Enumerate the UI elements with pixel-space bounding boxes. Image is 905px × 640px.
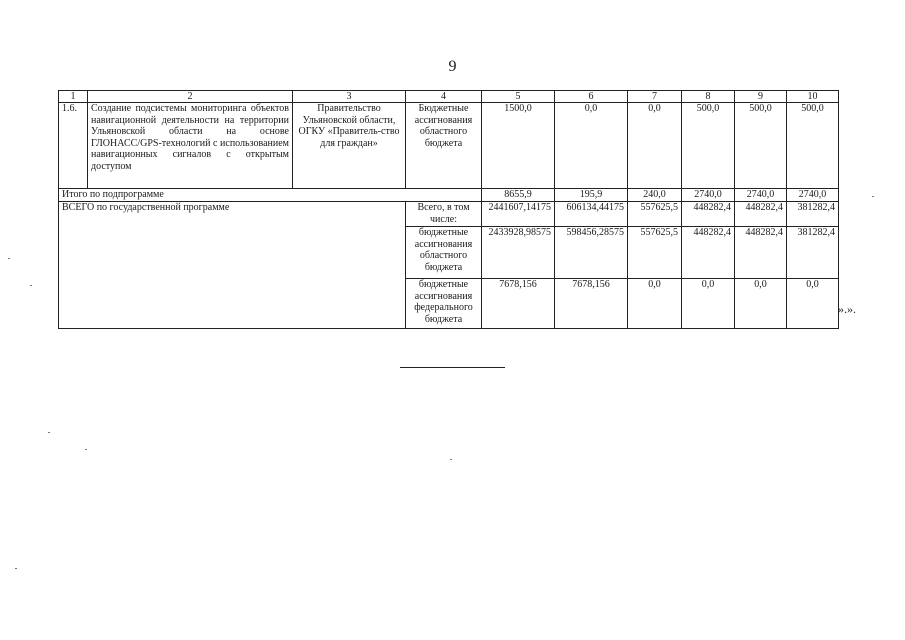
value-cell: 0,0 <box>735 279 787 329</box>
value-cell: 500,0 <box>682 103 735 189</box>
closing-quote-mark: ».». <box>838 302 856 316</box>
value-cell: 0,0 <box>787 279 839 329</box>
value-cell: 195,9 <box>555 189 628 202</box>
funding-source-cell: бюджетные ассигнования федерального бюджета <box>406 279 482 329</box>
column-number-row <box>59 91 839 103</box>
scan-speck <box>30 285 32 286</box>
column-header: 10 <box>787 91 839 103</box>
value-cell: 606134,44175 <box>555 202 628 227</box>
scan-speck <box>48 432 50 433</box>
column-header: 4 <box>406 91 482 103</box>
value-cell: 2740,0 <box>682 189 735 202</box>
value-cell: 8655,9 <box>482 189 555 202</box>
column-header: 9 <box>735 91 787 103</box>
value-cell: 448282,4 <box>682 227 735 279</box>
value-cell: 0,0 <box>682 279 735 329</box>
column-header: 8 <box>682 91 735 103</box>
column-header: 1 <box>59 91 88 103</box>
value-cell: 500,0 <box>787 103 839 189</box>
value-cell: 1500,0 <box>482 103 555 189</box>
value-cell: 500,0 <box>735 103 787 189</box>
value-cell: 240,0 <box>628 189 682 202</box>
value-cell: 7678,156 <box>482 279 555 329</box>
scan-speck <box>872 196 874 197</box>
subtotal-row <box>59 189 839 202</box>
value-cell: 448282,4 <box>682 202 735 227</box>
value-cell: 448282,4 <box>735 202 787 227</box>
subtotal-label: Итого по подпрограмме <box>59 189 482 202</box>
budget-table <box>58 90 839 329</box>
value-cell: 0,0 <box>628 279 682 329</box>
scan-speck <box>8 258 10 259</box>
value-cell: 557625,5 <box>628 227 682 279</box>
table-row-1-6 <box>59 103 839 189</box>
funding-source-cell: бюджетные ассигнования областного бюджета <box>406 227 482 279</box>
column-header: 2 <box>88 91 293 103</box>
value-cell: 381282,4 <box>787 227 839 279</box>
funding-source-cell: Всего, в том числе: <box>406 202 482 227</box>
column-header: 3 <box>293 91 406 103</box>
page-number: 9 <box>448 58 457 75</box>
measure-description: Создание подсистемы мониторинга объектов навигационной деятельности на территории Ульяновской области на основе ГЛОНАСС/GPS-технологий с использованием навигационных сигналов с открытым доступом <box>88 103 293 189</box>
column-header: 7 <box>628 91 682 103</box>
scan-speck <box>15 568 17 569</box>
value-cell: 2441607,14175 <box>482 202 555 227</box>
row-number: 1.6. <box>59 103 88 189</box>
value-cell: 2740,0 <box>787 189 839 202</box>
executor-cell: Правительство Ульяновской области, ОГКУ «Правитель-ство для граждан» <box>293 103 406 189</box>
value-cell: 7678,156 <box>555 279 628 329</box>
value-cell: 381282,4 <box>787 202 839 227</box>
scan-speck <box>85 449 87 450</box>
grand-total-label: ВСЕГО по государственной программе <box>59 202 406 329</box>
value-cell: 0,0 <box>555 103 628 189</box>
value-cell: 0,0 <box>628 103 682 189</box>
scan-speck <box>450 459 452 460</box>
column-header: 5 <box>482 91 555 103</box>
value-cell: 557625,5 <box>628 202 682 227</box>
footer-rule <box>400 367 505 368</box>
value-cell: 448282,4 <box>735 227 787 279</box>
grand-total-row <box>59 202 839 227</box>
value-cell: 598456,28575 <box>555 227 628 279</box>
value-cell: 2433928,98575 <box>482 227 555 279</box>
column-header: 6 <box>555 91 628 103</box>
value-cell: 2740,0 <box>735 189 787 202</box>
funding-source-cell: Бюджетные ассигнования областного бюджета <box>406 103 482 189</box>
